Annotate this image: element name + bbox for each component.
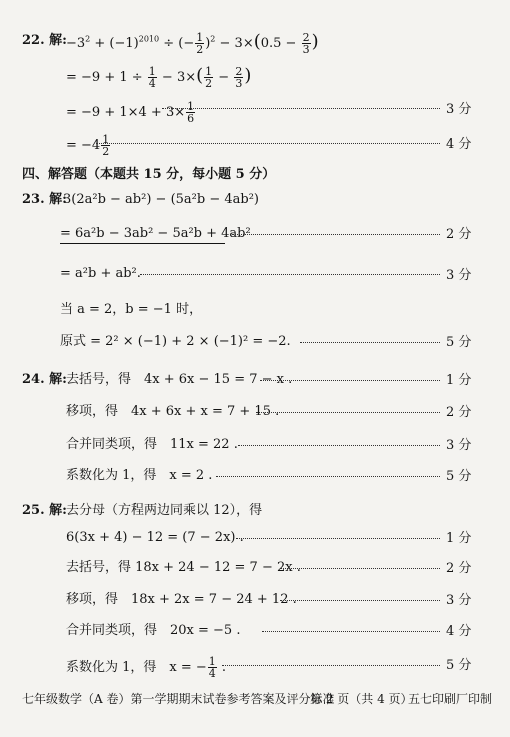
leader-dots	[236, 538, 440, 539]
q23-line4: 当 a = 2，b = −1 时，	[60, 302, 203, 317]
q25-label: 25. 解:	[22, 503, 67, 518]
leader-dots	[262, 631, 440, 632]
q25-score-5: 5 分	[446, 658, 472, 673]
q22-label: 22. 解:	[22, 33, 67, 48]
leader-dots	[260, 380, 440, 381]
q22-score-3: 3 分	[446, 102, 472, 117]
leader-dots	[216, 476, 440, 477]
leader-dots	[140, 274, 440, 275]
q23-line3: = a²b + ab².	[60, 266, 141, 281]
leader-dots	[162, 108, 440, 109]
q23-line5: 原式 = 2² × (−1) + 2 × (−1)² = −2.	[60, 334, 291, 349]
q24-label: 24. 解:	[22, 372, 67, 387]
q25-score-3: 3 分	[446, 593, 472, 608]
leader-dots	[280, 568, 440, 569]
q24-line1: 去括号，得 4x + 6x − 15 = 7 − x .	[66, 372, 293, 387]
leader-dots	[222, 665, 440, 666]
q25-line2: 去括号，得 18x + 24 − 12 = 7 − 2x .	[66, 560, 301, 575]
q24-score-5: 5 分	[446, 469, 472, 484]
q23-label: 23. 解:	[22, 192, 67, 207]
q25-score-2: 2 分	[446, 561, 472, 576]
q22-line1: $-3^2 + (-1)^{2010}$ ÷ (− $\frac{1}{2}$ )$^2$ − 3×(0.5 − $\frac{2}{3}$ )	[66, 31, 319, 56]
footer-printer: 五七印刷厂印制	[408, 692, 493, 706]
underline-rule	[60, 243, 225, 244]
leader-dots	[256, 412, 440, 413]
q24-score-2: 2 分	[446, 405, 472, 420]
q24-line3: 合并同类项，得 11x = 22 .	[66, 437, 238, 452]
leader-dots	[280, 600, 440, 601]
q24-score-1: 1 分	[446, 373, 472, 388]
q25-line0: 去分母（方程两边同乘以 12），得	[66, 503, 263, 518]
q22-line4: = −4 $\frac{1}{2}$	[66, 133, 110, 158]
q23-score-2: 2 分	[446, 227, 472, 242]
q23-line2: = 6a²b − 3ab² − 5a²b + 4ab²	[60, 226, 251, 241]
q23-score-3: 3 分	[446, 268, 472, 283]
q25-score-1: 1 分	[446, 531, 472, 546]
q24-line4: 系数化为 1，得 x = 2 .	[66, 468, 213, 483]
q22-line2: = −9 + 1 ÷ $\frac{1}{4}$ − 3×( $\frac{1}{2}$ − $\frac{2}{3}$ )	[66, 65, 252, 90]
q25-line1: 6(3x + 4) − 12 = (7 − 2x) .	[66, 530, 244, 545]
section-title: 四、解答题（本题共 15 分，每小题 5 分）	[22, 167, 276, 182]
footer-page: 第 2 页（共 4 页）	[310, 692, 413, 706]
leader-dots	[238, 445, 440, 446]
q22-score-4: 4 分	[446, 137, 472, 152]
q22-line3: = −9 + 1×4 + 3× $\frac{1}{6}$	[66, 100, 195, 125]
q24-score-3: 3 分	[446, 438, 472, 453]
footer-title: 七年级数学（A 卷）第一学期期末试卷参考答案及评分标准	[22, 692, 335, 706]
q25-score-4: 4 分	[446, 624, 472, 639]
q24-line2: 移项，得 4x + 6x + x = 7 + 15 .	[66, 404, 280, 419]
leader-dots	[96, 143, 440, 144]
q23-score-5: 5 分	[446, 335, 472, 350]
q23-line1: 3(2a²b − ab²) − (5a²b − 4ab²)	[63, 192, 259, 207]
leader-dots	[300, 342, 440, 343]
q25-line4: 合并同类项，得 20x = −5 .	[66, 623, 241, 638]
leader-dots	[232, 234, 440, 235]
q25-line5: 系数化为 1，得 x = − $\frac{1}{4}$ .	[66, 655, 227, 680]
q25-line3: 移项，得 18x + 2x = 7 − 24 + 12 .	[66, 592, 297, 607]
